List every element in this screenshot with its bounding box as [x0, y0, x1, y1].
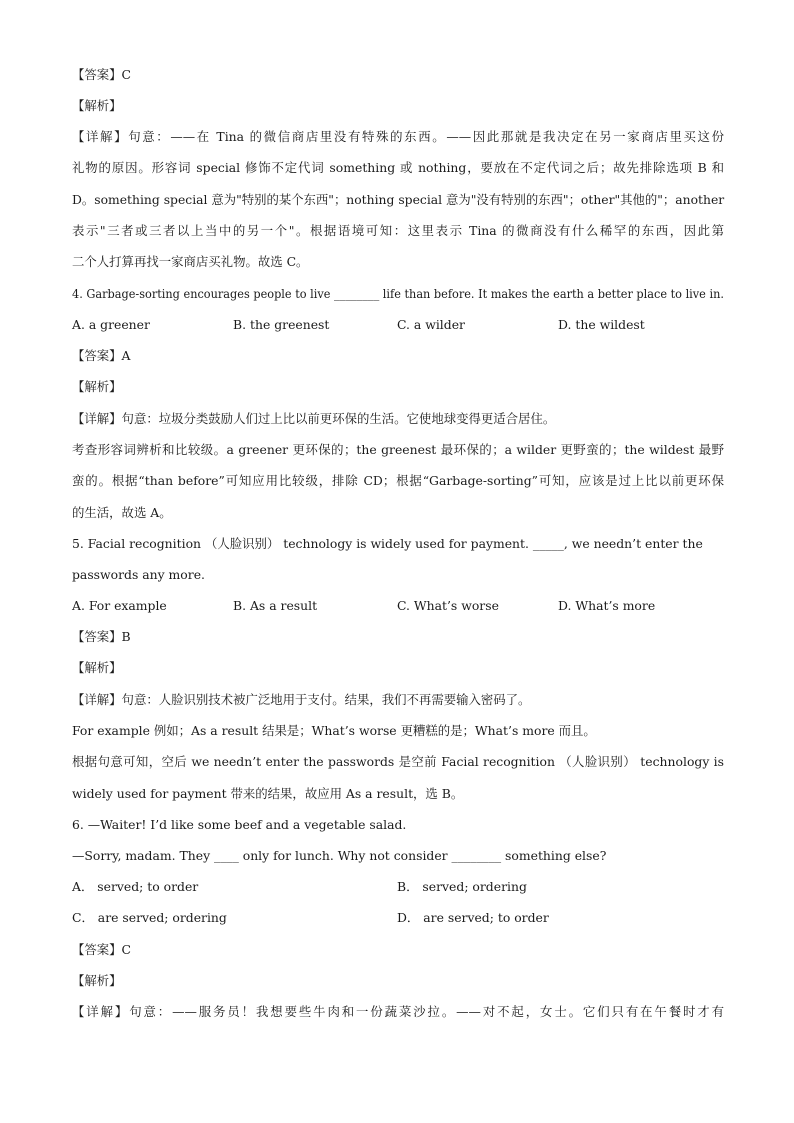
- question-5-option-a: A. For example: [72, 598, 167, 613]
- explanation-line: 的生活，故选 A。: [72, 505, 172, 520]
- answer-label: 【答案】A: [72, 348, 131, 363]
- explanation-line: 【详解】句意：人脸识别技术被广泛地用于支付。结果，我们不再需要输入密码了。: [72, 692, 531, 707]
- answer-label: 【答案】C: [72, 942, 132, 957]
- explanation-line: 表示"三者或三者以上当中的另一个"。根据语境可知：这里表示 Tina 的微商没有什么稀罕的东西，因此第: [72, 223, 724, 238]
- explanation-line: 根据句意可知，空后 we needn’t enter the passwords 是空前 Facial recognition （人脸识别） technology is: [72, 754, 724, 769]
- explanation-line: 【详解】句意：——服务员！我想要些牛肉和一份蔬菜沙拉。——对不起，女士。它们只有在午餐时才有: [72, 1004, 724, 1019]
- question-5-option-b: B. As a result: [233, 598, 318, 613]
- analysis-label: 【解析】: [72, 973, 122, 988]
- analysis-label: 【解析】: [72, 660, 122, 675]
- question-4-option-a: A. a greener: [72, 317, 150, 332]
- explanation-line: 考查形容词辨析和比较级。a greener 更环保的；the greenest 最环保的；a wilder 更野蛮的；the wildest 最野: [72, 442, 724, 457]
- question-4-option-d: D. the wildest: [558, 317, 645, 332]
- explanation-line: 礼物的原因。形容词 special 修饰不定代词 something 或 nothing，要放在不定代词之后；故先排除选项 B 和: [72, 160, 724, 175]
- question-5-option-c: C. What’s worse: [397, 598, 499, 613]
- question-5-stem: passwords any more.: [72, 567, 205, 582]
- question-6-stem: 6. —Waiter! I’d like some beef and a vegetable salad.: [72, 817, 407, 832]
- explanation-line: 【详解】句意：——在 Tina 的微信商店里没有特殊的东西。——因此那就是我决定在另一家商店里买这份: [72, 129, 724, 144]
- question-4-stem: 4. Garbage-sorting encourages people to live ________ life than before. It makes the earth a better place to live in.: [72, 286, 724, 301]
- question-6-stem: —Sorry, madam. They ____ only for lunch. Why not consider ________ something else?: [72, 848, 607, 863]
- answer-label: 【答案】C: [72, 67, 132, 82]
- explanation-line: widely used for payment 带来的结果，故应用 As a result，选 B。: [72, 786, 464, 801]
- question-4-option-b: B. the greenest: [233, 317, 330, 332]
- analysis-label: 【解析】: [72, 379, 122, 394]
- explanation-line: 蛮的。根据“than before”可知应用比较级，排除 CD；根据“Garbage-sorting”可知，应该是过上比以前更环保: [72, 473, 724, 488]
- question-4-option-c: C. a wilder: [397, 317, 465, 332]
- question-5-stem: 5. Facial recognition （人脸识别） technology is widely used for payment. _____, we needn’t enter the: [72, 536, 703, 551]
- question-6-option-c: C． are served; ordering: [72, 910, 227, 925]
- explanation-line: For example 例如；As a result 结果是；What’s worse 更糟糕的是；What’s more 而且。: [72, 723, 596, 738]
- explanation-line: 【详解】句意：垃圾分类鼓励人们过上比以前更环保的生活。它使地球变得更适合居住。: [72, 411, 556, 426]
- question-5-option-d: D. What’s more: [558, 598, 656, 613]
- question-6-option-b: B． served; ordering: [397, 879, 527, 894]
- explanation-line: D。something special 意为"特别的某个东西"；nothing special 意为"没有特别的东西"；other"其他的"；another: [72, 192, 725, 207]
- question-6-option-d: D． are served; to order: [397, 910, 549, 925]
- answer-label: 【答案】B: [72, 629, 131, 644]
- analysis-label: 【解析】: [72, 98, 122, 113]
- question-6-option-a: A． served; to order: [72, 879, 199, 894]
- explanation-line: 二个人打算再找一家商店买礼物。故选 C。: [72, 254, 309, 269]
